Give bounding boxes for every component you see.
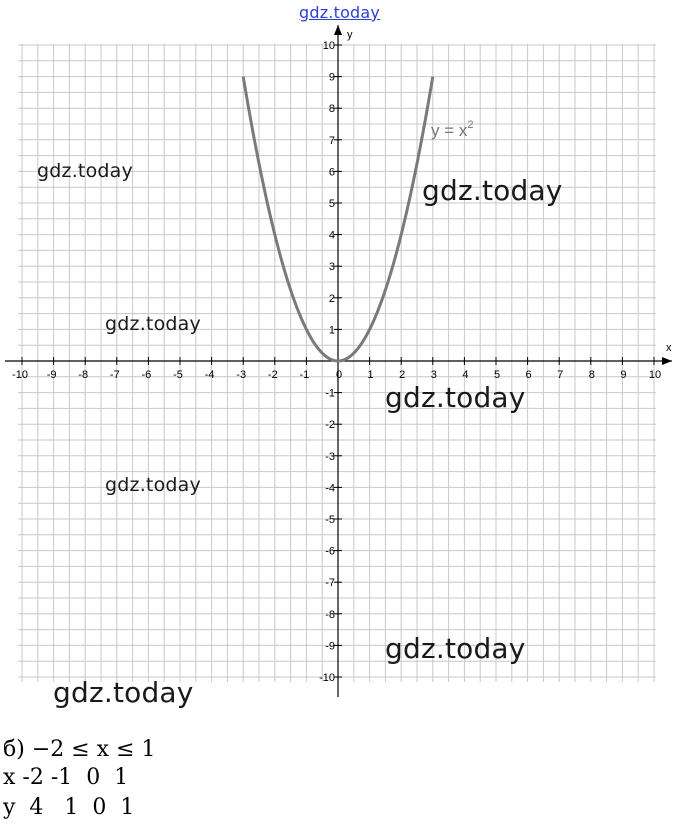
y-tick-label: -10 <box>319 672 335 684</box>
y-tick-label: -2 <box>325 419 335 432</box>
solution-x-values: x -2 -1 0 1 <box>3 765 129 790</box>
x-tick-label: -1 <box>299 369 310 381</box>
x-tick-label: -5 <box>173 369 183 381</box>
y-tick-label: -7 <box>325 577 335 590</box>
y-tick-label: 8 <box>328 103 335 116</box>
y-tick-label: 5 <box>328 198 335 210</box>
y-tick-label: 7 <box>328 134 335 147</box>
watermark-link[interactable]: gdz.today <box>299 3 381 22</box>
watermark: gdz.today <box>105 313 201 335</box>
y-tick-label: -6 <box>325 545 335 558</box>
x-axis-arrow <box>662 357 672 365</box>
x-tick-label: 7 <box>557 369 564 381</box>
x-tick-label: 10 <box>648 369 662 381</box>
y-tick-label: 2 <box>328 292 335 305</box>
watermark: gdz.today <box>53 676 194 709</box>
watermark: gdz.today <box>422 174 563 207</box>
y-axis-arrow <box>334 25 342 35</box>
curve-label-exponent: 2 <box>467 119 474 131</box>
x-tick-label: -10 <box>12 369 28 381</box>
x-tick-label: -6 <box>141 369 152 381</box>
y-tick-label: 4 <box>328 229 335 242</box>
x-tick-label: 8 <box>588 369 595 381</box>
watermark: gdz.today <box>385 381 526 414</box>
watermark: gdz.today <box>37 160 133 182</box>
x-tick-label: 4 <box>462 369 469 381</box>
y-tick-label: -8 <box>325 608 335 621</box>
y-tick-label: 9 <box>328 71 335 84</box>
x-axis-label: x <box>666 342 672 354</box>
x-tick-label: 2 <box>399 369 406 381</box>
x-tick-label: 1 <box>367 369 374 381</box>
x-tick-label: -7 <box>109 369 120 381</box>
x-tick-label: -3 <box>236 369 247 381</box>
y-tick-label: 10 <box>322 40 335 52</box>
curve-label <box>431 119 474 140</box>
x-tick-label: -2 <box>267 369 278 381</box>
x-tick-label: 0 <box>335 369 343 381</box>
y-tick-label: 3 <box>328 261 335 274</box>
watermark: gdz.today <box>105 474 201 496</box>
x-tick-label: -4 <box>204 369 215 381</box>
y-tick-label: 6 <box>328 166 335 179</box>
solution-y-values: y 4 1 0 1 <box>3 795 135 820</box>
y-tick-label: 1 <box>328 324 335 337</box>
x-tick-label: 9 <box>620 369 627 381</box>
x-tick-label: 5 <box>493 369 501 381</box>
solution-domain-line: б) −2 ≤ x ≤ 1 <box>3 737 156 762</box>
y-tick-label: -3 <box>325 450 335 463</box>
x-tick-label: 3 <box>430 369 437 381</box>
y-tick-label: -5 <box>325 514 335 526</box>
y-tick-label: -4 <box>325 482 335 495</box>
y-axis-label: y <box>347 29 353 41</box>
x-tick-label: 6 <box>525 369 532 381</box>
x-tick-label: -8 <box>78 369 89 381</box>
x-tick-label: -9 <box>46 369 57 381</box>
y-tick-label: -1 <box>325 387 335 400</box>
watermark: gdz.today <box>385 632 526 665</box>
y-tick-label: -9 <box>325 640 335 653</box>
curve-label-base: y = x <box>431 121 468 140</box>
